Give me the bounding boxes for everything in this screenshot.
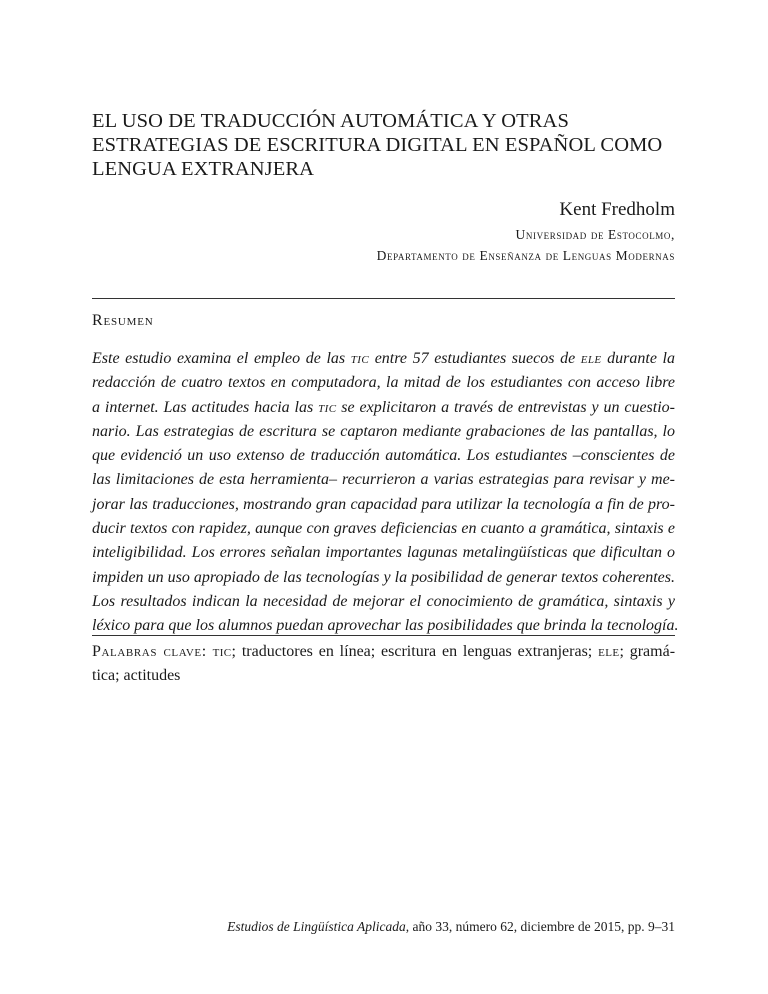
title-line: LENGUA EXTRANJERA bbox=[92, 158, 315, 180]
abstract-line: que evidenció un uso extenso de traducción automática. Los estudiantes –conscientes de bbox=[92, 447, 675, 465]
acronym-ele: ele bbox=[598, 643, 620, 660]
page bbox=[92, 0, 679, 994]
abstract-line: ducir textos con rapidez, aunque con graves deficiencias en cuanto a gramática, sintaxis e bbox=[92, 520, 675, 538]
abstract-line: las limitaciones de esta herramienta– recurrieron a varias estrategias para revisar y me- bbox=[92, 471, 675, 489]
acronym-tic: tic bbox=[318, 398, 337, 416]
paper-title bbox=[92, 109, 675, 181]
citation-details: , año 33, número 62, diciembre de 2015, pp. 9–31 bbox=[405, 919, 675, 934]
journal-name: Estudios de Lingüística Aplicada bbox=[227, 919, 406, 934]
acronym-tic: tic bbox=[350, 350, 370, 367]
abstract-line: impiden un uso apropiado de las tecnologías y la posibilidad de generar textos coherentes. bbox=[92, 568, 675, 586]
author-name: Kent Fredholm bbox=[559, 199, 675, 220]
abstract-heading: Resumen bbox=[92, 312, 154, 329]
abstract-line: nario. Las estrategias de escritura se captaron mediante grabaciones de las pantallas, lo bbox=[92, 422, 675, 440]
keywords-line: Palabras clave: tic; traductores en línea; escritura en lenguas extranjeras; ele; gramá- bbox=[92, 643, 676, 660]
abstract-line: inteligibilidad. Los errores señalan importantes lagunas metalingüísticas que dificultan o bbox=[92, 544, 675, 562]
abstract-body bbox=[92, 347, 679, 639]
affiliation-university: Universidad de Estocolmo, bbox=[515, 227, 675, 242]
affiliation-department: Departamento de Enseñanza de Lenguas Modernas bbox=[376, 248, 675, 263]
top-divider bbox=[92, 298, 675, 299]
abstract-line: jorar las traducciones, mostrando gran capacidad para utilizar la tecnología a fin de pro- bbox=[92, 495, 675, 513]
abstract-line: Los resultados indican la necesidad de mejorar el conocimiento de gramática, sintaxis y bbox=[92, 592, 675, 610]
citation-footer bbox=[227, 918, 675, 936]
abstract-line: Este estudio examina el empleo de las tic entre 57 estudiantes suecos de ele durante la bbox=[92, 350, 676, 367]
keywords-block bbox=[92, 640, 675, 688]
keywords-line: tica; actitudes bbox=[92, 667, 181, 684]
acronym-ele: ele bbox=[580, 350, 602, 367]
keywords-divider bbox=[92, 635, 675, 636]
keywords-label: Palabras clave: bbox=[92, 643, 207, 660]
acronym-tic: tic bbox=[212, 643, 232, 660]
abstract-line: a internet. Las actitudes hacia las tic se explicitaron a través de entrevistas y un cuestio- bbox=[92, 398, 676, 416]
abstract-line: léxico para que los alumnos puedan aprovechar las posibilidades que brinda la tecnología. bbox=[92, 617, 679, 635]
title-line: ESTRATEGIAS DE ESCRITURA DIGITAL EN ESPAÑOL COMO bbox=[92, 134, 663, 156]
abstract-line: redacción de cuatro textos en computadora, la mitad de los estudiantes con acceso libre bbox=[92, 374, 675, 392]
title-line: EL USO DE TRADUCCIÓN AUTOMÁTICA Y OTRAS bbox=[92, 110, 569, 132]
